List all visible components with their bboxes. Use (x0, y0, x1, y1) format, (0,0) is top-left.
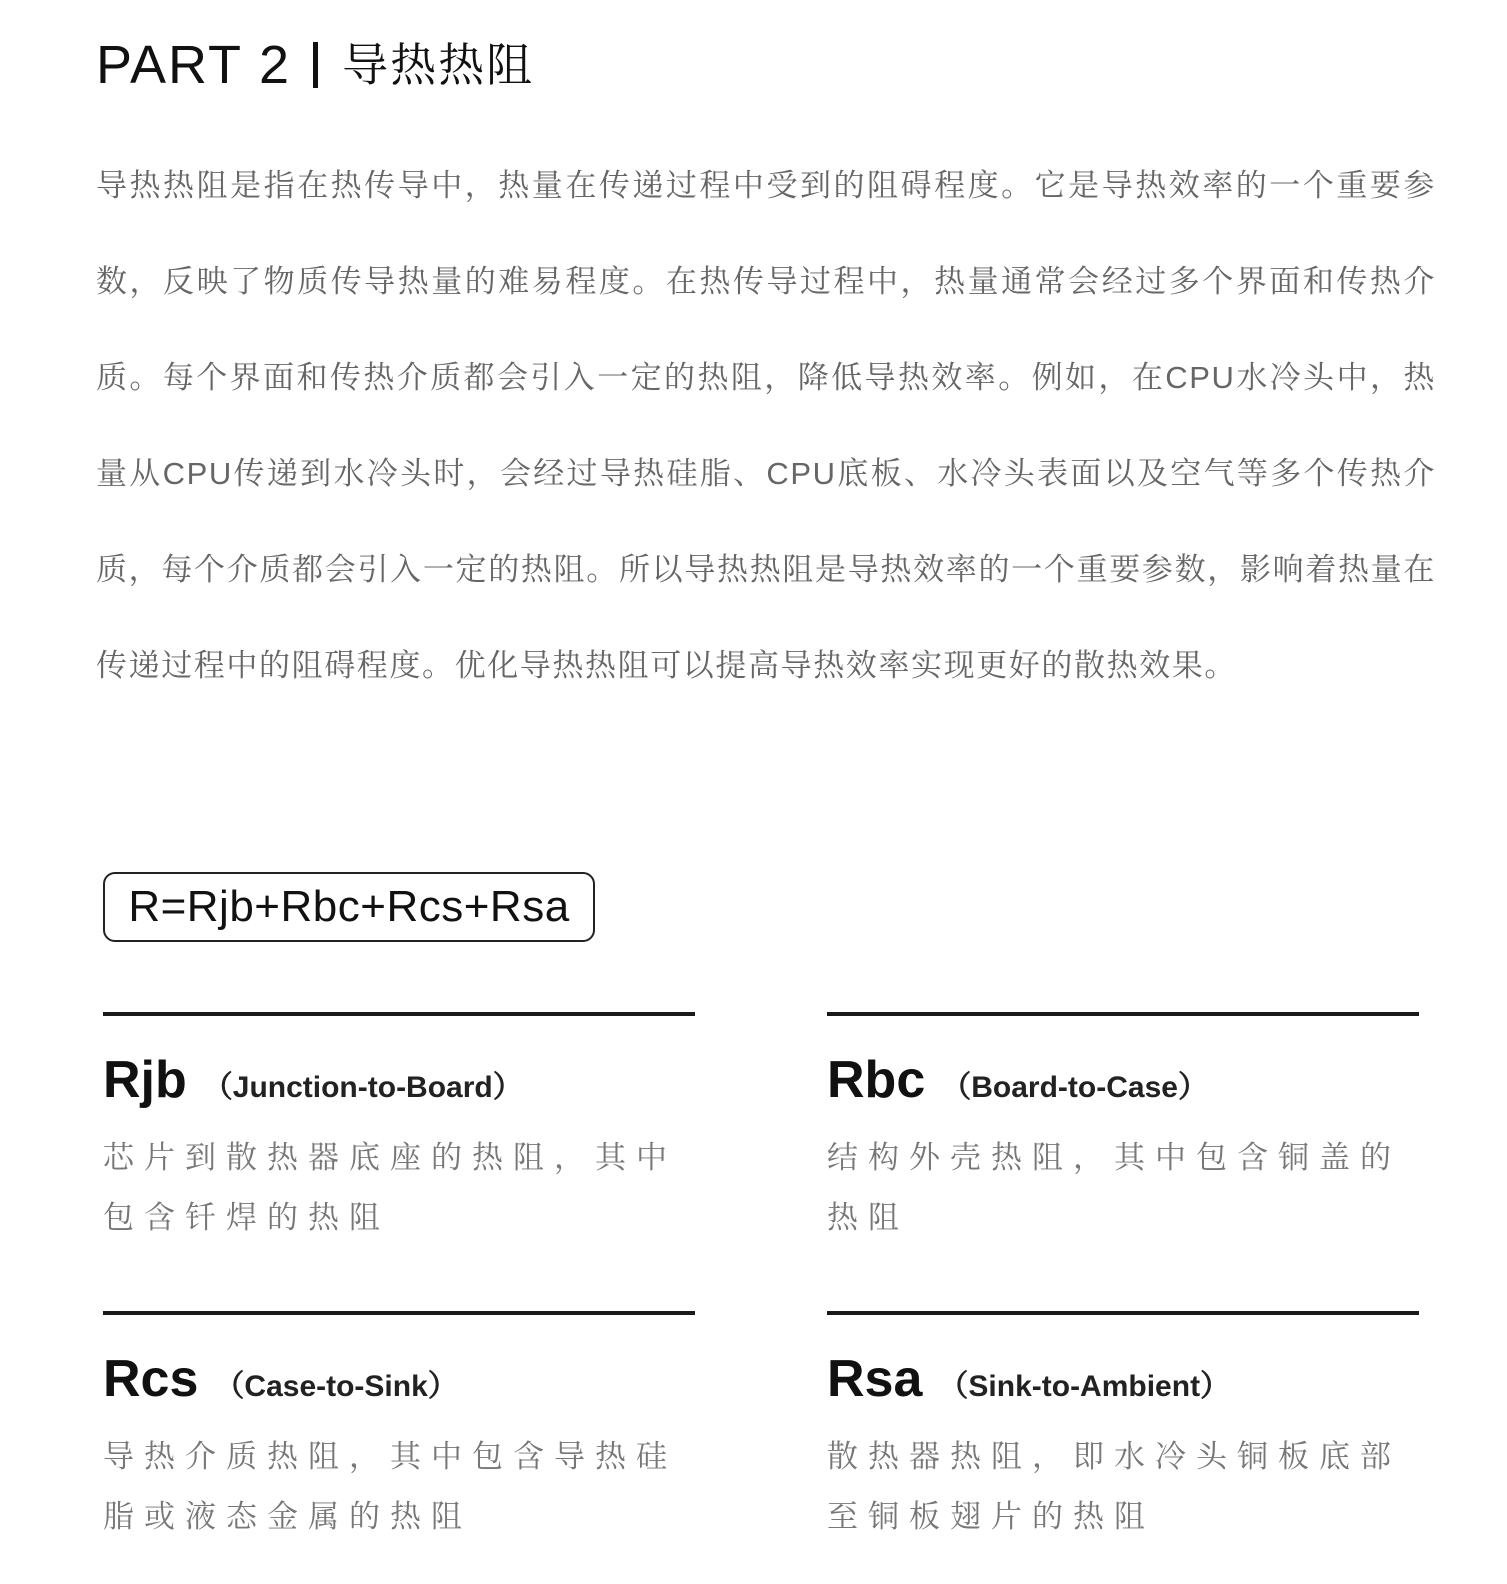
card-heading (827, 1350, 1427, 1408)
card-description: 散热器热阻，即水冷头铜板底部至铜板翅片的热阻 (827, 1439, 1401, 1534)
card-description: 结构外壳热阻，其中包含铜盖的热阻 (827, 1140, 1401, 1235)
card-symbol: Rjb (103, 1051, 187, 1109)
card-subtitle: （Case-to-Sink） (214, 1370, 458, 1403)
formula-box (103, 872, 595, 942)
card-description: 导热介质热阻，其中包含导热硅脂或液态金属的热阻 (103, 1439, 677, 1534)
resistance-card-rjb (103, 1012, 703, 1248)
card-divider (827, 1012, 1419, 1016)
section-header (96, 34, 534, 96)
card-subtitle: （Junction-to-Board） (202, 1071, 523, 1104)
card-description: 芯片到散热器底座的热阻，其中包含钎焊的热阻 (103, 1140, 677, 1235)
card-heading (103, 1350, 703, 1408)
resistance-card-rsa (827, 1311, 1427, 1547)
card-heading (103, 1051, 703, 1109)
resistance-card-rbc (827, 1012, 1427, 1248)
section-title: 导热热阻 (342, 39, 535, 91)
card-heading (827, 1051, 1427, 1109)
card-subtitle: （Board-to-Case） (941, 1071, 1208, 1104)
card-divider (103, 1012, 695, 1016)
card-symbol: Rbc (827, 1051, 926, 1109)
header-divider (313, 42, 318, 88)
card-symbol: Rcs (103, 1350, 199, 1408)
card-divider (827, 1311, 1419, 1315)
card-divider (103, 1311, 695, 1315)
formula-text: R=Rjb+Rbc+Rcs+Rsa (128, 882, 570, 931)
intro-paragraph: 导热热阻是指在热传导中，热量在传递过程中受到的阻碍程度。它是导热效率的一个重要参数，反映了物质传导热量的难易程度。在热传导过程中，热量通常会经过多个界面和传热介质。每个界面和传热介质都会引入一定的热阻，降低导热效率。例如，在CPU水冷头中，热量从CPU传递到水冷头时，会经过导热硅脂、CPU底板、水冷头表面以及空气等多个传热介质，每个介质都会引入一定的热阻。所以导热热阻是导热效率的一个重要参数，影响着热量在传递过程中的阻碍程度。优化导热热阻可以提高导热效率实现更好的散热效果。 (96, 168, 1436, 683)
card-subtitle: （Sink-to-Ambient） (938, 1370, 1231, 1403)
resistance-card-rcs (103, 1311, 703, 1547)
part-label: PART 2 (96, 35, 292, 95)
card-symbol: Rsa (827, 1350, 923, 1408)
